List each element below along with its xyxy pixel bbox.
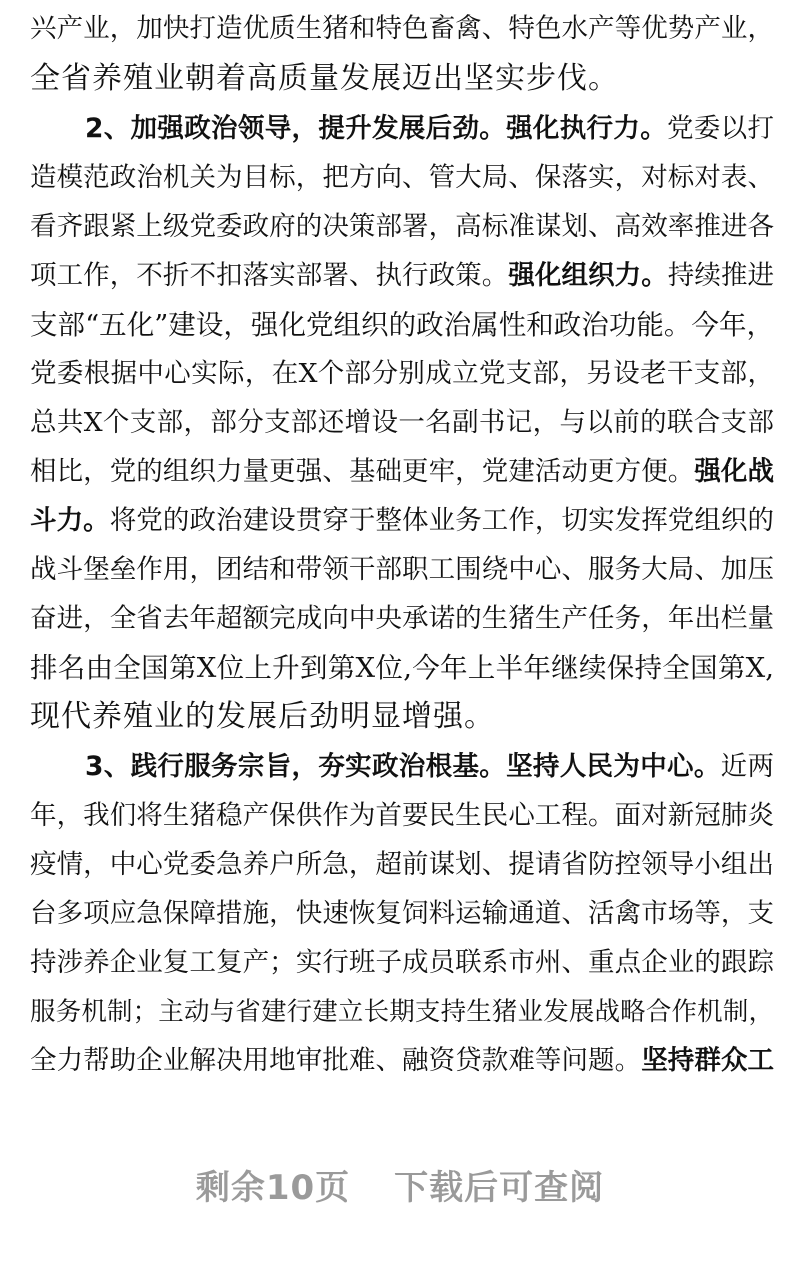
- text-line: 兴产业，加快打造优质生猪和特色畜禽、特色水产等优势产业，: [30, 13, 774, 44]
- text-line: 持涉养企业复工复产；实行班子成员联系市州、重点企业的跟踪: [30, 947, 774, 978]
- text-line: 支部“五化”建设，强化党组织的政治属性和政治功能。今年，: [30, 309, 774, 341]
- section-heading: 3、践行服务宗旨，夯实政治根基。坚持人民为中心。: [85, 751, 721, 782]
- text-line: 服务机制；主动与省建行建立长期支持生猪业发展战略合作机制，: [30, 997, 774, 1027]
- text-line: 全省养殖业朝着高质量发展迈出坚实步伐。: [30, 61, 619, 96]
- text-line: 年，我们将生猪稳产保供作为首要民生民心工程。面对新冠肺炎: [30, 800, 774, 831]
- text-line: 造模范政治机关为目标，把方向、管大局、保落实，对标对表、: [30, 162, 774, 193]
- text-line: 总共X个支部，部分支部还增设一名副书记，与以前的联合支部: [30, 407, 774, 438]
- text-line: 看齐跟紧上级党委政府的决策部署，高标准谋划、高效率推进各: [30, 211, 774, 242]
- bold-phrase: 强化战: [694, 456, 775, 487]
- text-line: 3、践行服务宗旨，夯实政治根基。坚持人民为中心。近两: [85, 751, 774, 782]
- text-line: 2、加强政治领导，提升发展后劲。强化执行力。党委以打: [85, 113, 774, 144]
- text-line: 全力帮助企业解决用地审批难、融资贷款难等问题。坚持群众工: [30, 1045, 775, 1076]
- text-line: 疫情，中心党委急养户所急，超前谋划、提请省防控领导小组出: [30, 849, 774, 880]
- section-heading: 2、加强政治领导，提升发展后劲。强化执行力。: [85, 113, 668, 144]
- bold-phrase: 坚持群众工: [641, 1045, 775, 1076]
- text-line: 战斗堡垒作用，团结和带领干部职工围绕中心、服务大局、加压: [30, 554, 774, 585]
- text-line: 排名由全国第X位上升到第X位,今年上半年继续保持全国第X,: [30, 652, 774, 684]
- text-line: 现代养殖业的发展后劲明显增强。: [30, 699, 495, 734]
- text-line: 斗力。将党的政治建设贯穿于整体业务工作，切实发挥党组织的: [30, 505, 775, 536]
- text-line: 奋进，全省去年超额完成向中央承诺的生猪生产任务，年出栏量: [30, 603, 774, 634]
- remaining-pages-notice[interactable]: [0, 1166, 800, 1210]
- text-line: 相比，党的组织力量更强、基础更牢，党建活动更方便。强化战: [30, 456, 775, 487]
- bold-phrase: 强化组织力。: [508, 260, 668, 291]
- download-to-view-label: 下载后可查阅: [394, 1168, 605, 1208]
- text-line: 党委根据中心实际，在X个部分别成立党支部，另设老干支部，: [30, 358, 774, 389]
- bold-phrase: 斗力。: [30, 505, 110, 536]
- text-line: 项工作，不折不扣落实部署、执行政策。强化组织力。持续推进: [30, 260, 775, 291]
- text-line: 台多项应急保障措施，快速恢复饲料运输通道、活禽市场等，支: [30, 898, 774, 929]
- remaining-pages-label: 剩余10页: [195, 1168, 351, 1208]
